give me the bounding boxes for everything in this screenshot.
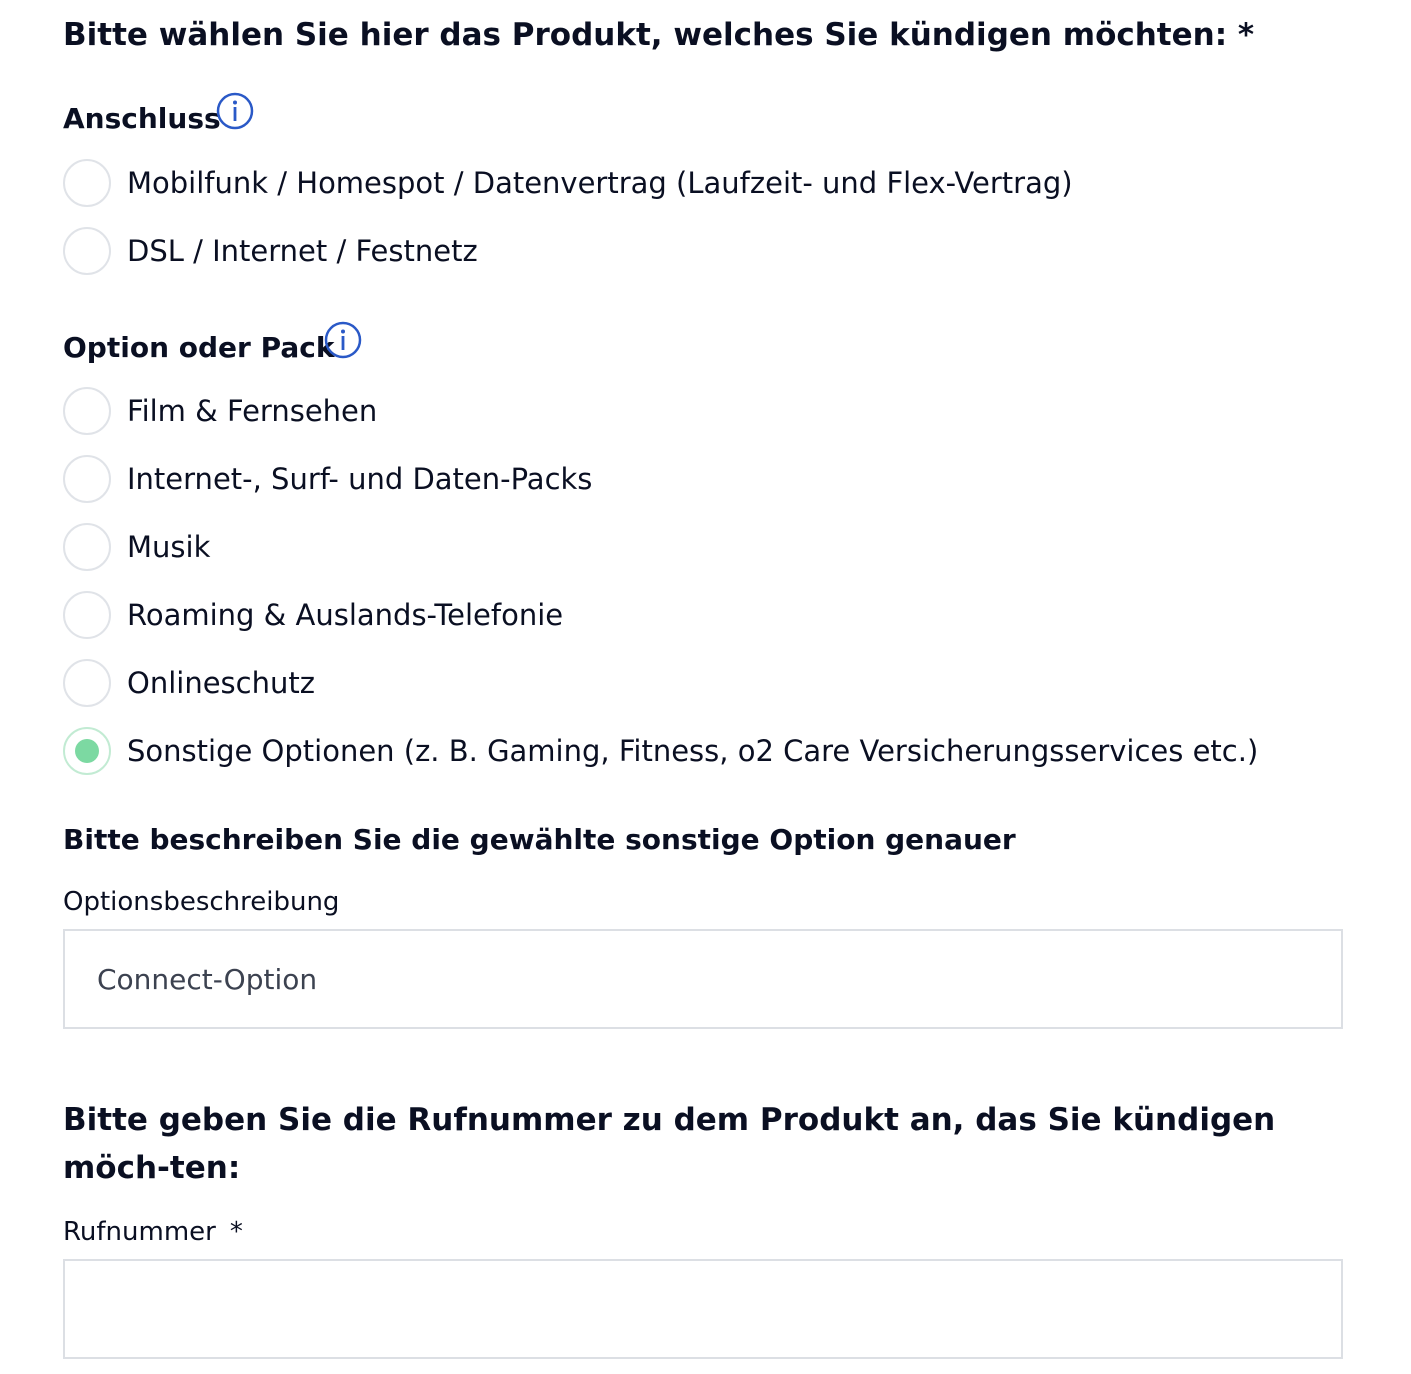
phone-number-input[interactable] <box>63 1259 1343 1359</box>
radio-label[interactable]: Roaming & Auslands-Telefonie <box>127 598 564 632</box>
option-description-input[interactable] <box>63 929 1343 1029</box>
radio-label[interactable]: Sonstige Optionen (z. B. Gaming, Fitness, o2 Care Versicherungsservices etc.) <box>127 734 1259 768</box>
radio-button[interactable] <box>63 591 111 639</box>
radio-option-sonstige[interactable] <box>63 727 1258 775</box>
required-marker: * <box>229 1217 243 1247</box>
radio-button[interactable] <box>63 387 111 435</box>
anschluss-title-text: Anschluss <box>63 102 221 135</box>
radio-option-onlineschutz[interactable] <box>63 659 315 707</box>
radio-option-musik[interactable] <box>63 523 210 571</box>
radio-button[interactable] <box>63 523 111 571</box>
option-pack-group-title <box>63 330 334 366</box>
phone-number-label <box>63 1215 243 1249</box>
other-option-heading: Bitte beschreiben Sie die gewählte sonstige Option genauer <box>63 823 1016 856</box>
radio-option-dsl[interactable] <box>63 227 478 275</box>
product-selection-heading: Bitte wählen Sie hier das Produkt, welches Sie kündigen möchten: * <box>63 17 1255 53</box>
radio-label[interactable]: DSL / Internet / Festnetz <box>127 234 478 268</box>
radio-button[interactable] <box>63 227 111 275</box>
radio-option-roaming[interactable] <box>63 591 563 639</box>
info-circle-icon[interactable] <box>216 92 254 130</box>
radio-button[interactable] <box>63 159 111 207</box>
radio-button[interactable] <box>63 659 111 707</box>
info-circle-icon[interactable] <box>324 321 362 359</box>
radio-button-selected[interactable] <box>63 727 111 775</box>
radio-option-internet-packs[interactable] <box>63 455 592 503</box>
radio-label[interactable]: Onlineschutz <box>127 666 315 700</box>
phone-number-label-text: Rufnummer <box>63 1217 216 1247</box>
anschluss-group-title <box>63 101 221 137</box>
radio-label[interactable]: Mobilfunk / Homespot / Datenvertrag (Laufzeit- und Flex-Vertrag) <box>127 166 1073 200</box>
option-description-label: Optionsbeschreibung <box>63 887 340 917</box>
radio-option-film[interactable] <box>63 387 377 435</box>
radio-label[interactable]: Film & Fernsehen <box>127 394 378 428</box>
radio-button[interactable] <box>63 455 111 503</box>
radio-label[interactable]: Internet-, Surf- und Daten-Packs <box>127 462 593 496</box>
radio-label[interactable]: Musik <box>127 530 211 564</box>
option-pack-title-text: Option oder Pack <box>63 331 335 364</box>
phone-number-heading: Bitte geben Sie die Rufnummer zu dem Produkt an, das Sie kündigen möch-ten: <box>63 1102 1276 1186</box>
radio-option-mobilfunk[interactable] <box>63 159 1073 207</box>
